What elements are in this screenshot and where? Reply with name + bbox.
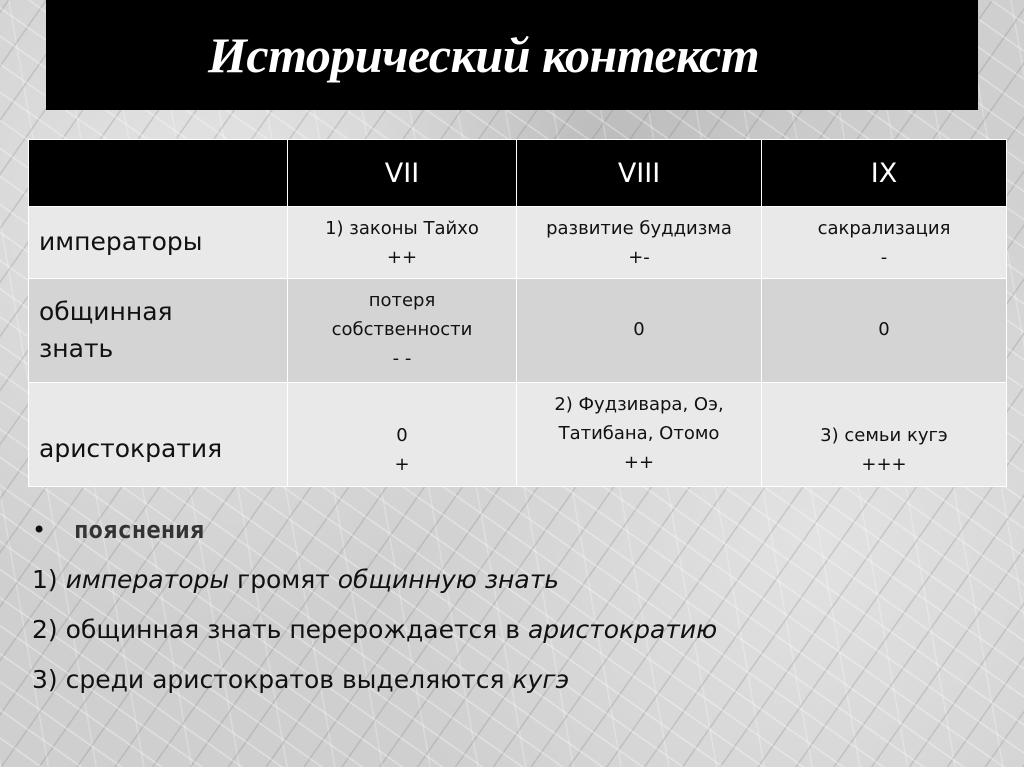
table-cell: 1) законы Тайхо ++ [288, 207, 517, 279]
table-cell: сакрализация - [762, 207, 1007, 279]
table-cell: 3) семьи кугэ +++ [762, 383, 1007, 487]
note-item-1: 1) императоры громят общинную знать [32, 565, 560, 594]
title-banner [46, 0, 978, 110]
table-cell: потеря собственности - - [288, 279, 517, 383]
row-label-aristocracy: аристократия [29, 383, 288, 487]
note-item-2: 2) общинная знать перерождается в аристократию [32, 615, 718, 644]
table-cell: развитие буддизма +- [517, 207, 762, 279]
table-header-row [29, 140, 1007, 207]
row-label-community-nobility: общинная знать [29, 279, 288, 383]
table-row [29, 207, 1007, 279]
header-century-viii: VIII [517, 140, 762, 207]
table-cell: 0 [762, 279, 1007, 383]
notes-section [32, 505, 717, 705]
table-cell: 0 + [288, 383, 517, 487]
row-label-emperors: императоры [29, 207, 288, 279]
notes-heading-row [32, 505, 717, 555]
table-cell: 2) Фудзивара, Оэ, Татибана, Отомо ++ [517, 383, 762, 487]
table-row [29, 383, 1007, 487]
bullet-icon: • [32, 516, 47, 544]
header-corner [29, 140, 288, 207]
header-century-vii: VII [288, 140, 517, 207]
table-cell: 0 [517, 279, 762, 383]
notes-heading: пояснения [74, 516, 205, 544]
note-item-3: 3) среди аристократов выделяются кугэ [32, 665, 570, 694]
context-table [28, 139, 1007, 487]
slide-title: Исторический контекст [208, 27, 760, 83]
table-row [29, 279, 1007, 383]
header-century-ix: IX [762, 140, 1007, 207]
